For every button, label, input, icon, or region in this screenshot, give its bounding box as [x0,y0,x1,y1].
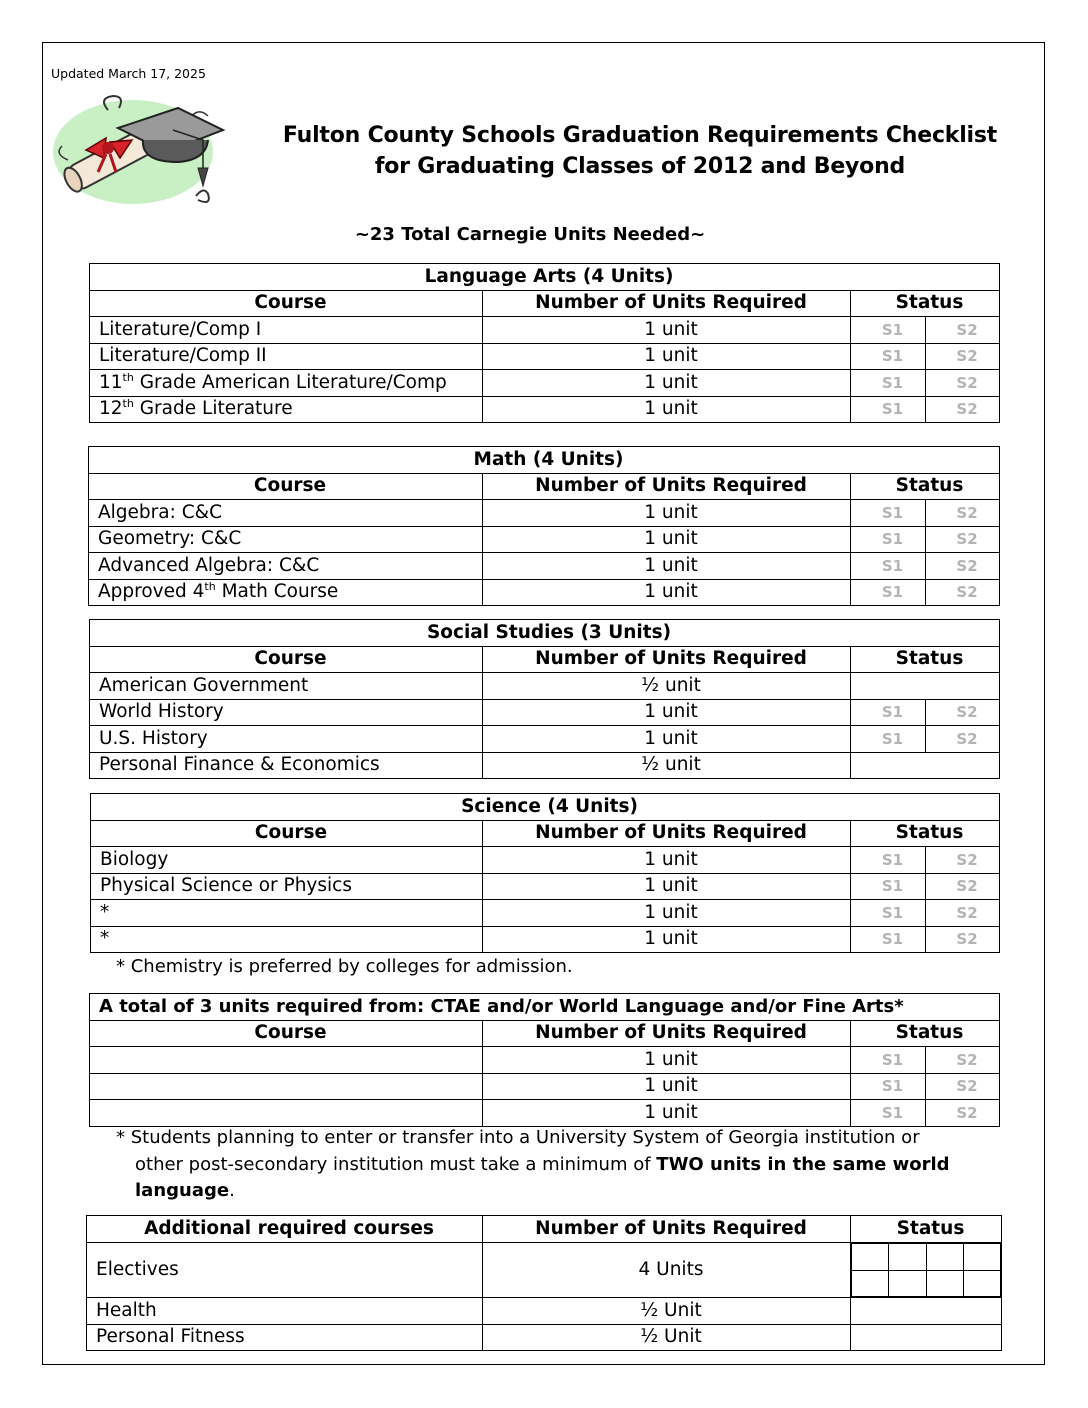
units-cell: 1 unit [483,526,851,553]
course-name: * [91,926,483,953]
title-line-2: for Graduating Classes of 2012 and Beyond [374,154,906,179]
table-row [89,553,1000,580]
course-name[interactable] [90,1047,483,1074]
section-heading: Social Studies (3 Units) [90,620,1000,647]
col-status: Status [851,1216,1002,1243]
units-cell: 1 unit [483,553,851,580]
status-cell[interactable] [851,1324,1002,1351]
col-status: Status [851,1020,1000,1047]
course-name: 12th Grade Literature [90,396,483,423]
units-cell: ½ unit [483,752,851,779]
table-row [90,370,1000,397]
table-row [89,500,1000,527]
units-cell: ½ Unit [483,1324,851,1351]
course-name: American Government [90,673,483,700]
table-row [90,699,1000,726]
course-name: Personal Finance & Economics [90,752,483,779]
status-s1[interactable]: S1 [851,847,926,874]
course-name[interactable] [90,1100,483,1127]
status-s1[interactable]: S1 [851,343,926,370]
social-studies-table [89,619,1000,779]
additional-courses-table [86,1215,1002,1351]
table-row [91,847,1000,874]
col-additional: Additional required courses [87,1216,483,1243]
status-s2[interactable]: S2 [926,726,1000,753]
col-course: Course [89,473,483,500]
math-table [88,446,1000,606]
status-s1[interactable]: S1 [851,553,926,580]
status-s1[interactable]: S1 [851,579,926,606]
col-units: Number of Units Required [483,1020,851,1047]
status-s1[interactable]: S1 [851,726,926,753]
course-name: * [91,900,483,927]
units-cell: ½ unit [483,673,851,700]
course-name: Literature/Comp II [90,343,483,370]
course-name: Biology [91,847,483,874]
language-arts-table [89,263,1000,423]
table-row [90,726,1000,753]
table-row [87,1324,1002,1351]
table-row [90,396,1000,423]
col-status: Status [851,820,1000,847]
science-table [90,793,1000,953]
table-row [90,1047,1000,1074]
status-s2[interactable]: S2 [926,370,1000,397]
table-row [89,526,1000,553]
status-s2[interactable]: S2 [926,396,1000,423]
table-row [90,1073,1000,1100]
table-row [87,1243,1002,1298]
note-line-2: other post-secondary institution must take a minimum of TWO units in the same world [135,1153,950,1175]
col-units: Number of Units Required [483,473,851,500]
units-cell: 1 unit [483,317,851,344]
note-line-3: language. [135,1180,235,1201]
table-row [91,926,1000,953]
course-name: Algebra: C&C [89,500,483,527]
status-cell[interactable] [851,1298,1002,1325]
col-status: Status [851,646,1000,673]
units-cell: 1 unit [483,847,851,874]
status-s2[interactable]: S2 [926,343,1000,370]
status-s1[interactable]: S1 [851,500,926,527]
world-language-note [116,1125,1016,1205]
section-heading: Language Arts (4 Units) [90,264,1000,291]
col-units: Number of Units Required [483,820,851,847]
status-s1[interactable]: S1 [851,1073,926,1100]
table-row [91,873,1000,900]
electives-status-grid[interactable] [851,1243,1002,1298]
col-status: Status [851,290,1000,317]
section-heading: Science (4 Units) [91,794,1000,821]
page-title [250,120,1030,182]
units-cell: 1 unit [483,873,851,900]
status-cell[interactable] [851,673,1000,700]
status-s2[interactable]: S2 [926,873,1000,900]
units-cell: 1 unit [483,343,851,370]
units-cell: ½ Unit [483,1298,851,1325]
ctae-table [89,993,1000,1127]
units-cell: 1 unit [483,1073,851,1100]
table-row [87,1298,1002,1325]
table-row [89,579,1000,606]
units-cell: 4 Units [483,1243,851,1298]
units-cell: 1 unit [483,1100,851,1127]
table-row [90,1100,1000,1127]
col-units: Number of Units Required [483,1216,851,1243]
section-heading: A total of 3 units required from: CTAE and/or World Language and/or Fine Arts* [90,994,1000,1021]
course-name: Physical Science or Physics [91,873,483,900]
col-units: Number of Units Required [483,646,851,673]
course-name: Personal Fitness [87,1324,483,1351]
status-s1[interactable]: S1 [851,370,926,397]
status-s2[interactable]: S2 [926,526,1000,553]
status-s2[interactable]: S2 [926,900,1000,927]
status-s2[interactable]: S2 [926,1073,1000,1100]
status-s2[interactable]: S2 [926,500,1000,527]
status-s2[interactable]: S2 [926,1100,1000,1127]
status-s2[interactable]: S2 [926,699,1000,726]
units-cell: 1 unit [483,699,851,726]
status-s2[interactable]: S2 [926,317,1000,344]
units-cell: 1 unit [483,1047,851,1074]
note-line-1: * Students planning to enter or transfer into a University System of Georgia institution or [116,1127,920,1148]
table-row [90,673,1000,700]
units-cell: 1 unit [483,579,851,606]
status-s1[interactable]: S1 [851,1100,926,1127]
table-row [90,343,1000,370]
status-s1[interactable]: S1 [851,699,926,726]
course-name: Approved 4th Math Course [89,579,483,606]
status-s1[interactable]: S1 [851,1047,926,1074]
course-name: Literature/Comp I [90,317,483,344]
units-cell: 1 unit [483,500,851,527]
total-units-heading: ~23 Total Carnegie Units Needed~ [354,224,706,245]
status-s2[interactable]: S2 [926,579,1000,606]
status-s2[interactable]: S2 [926,553,1000,580]
table-row [91,900,1000,927]
status-s2[interactable]: S2 [926,926,1000,953]
course-name: Advanced Algebra: C&C [89,553,483,580]
units-cell: 1 unit [483,900,851,927]
status-cell[interactable] [851,752,1000,779]
course-name: World History [90,699,483,726]
col-units: Number of Units Required [483,290,851,317]
units-cell: 1 unit [483,396,851,423]
units-cell: 1 unit [483,726,851,753]
status-s1[interactable]: S1 [851,317,926,344]
course-name: Geometry: C&C [89,526,483,553]
units-cell: 1 unit [483,926,851,953]
course-name: Health [87,1298,483,1325]
status-s1[interactable]: S1 [851,900,926,927]
table-row [90,752,1000,779]
graduation-cap-diploma-icon [48,90,238,220]
col-course: Course [90,1020,483,1047]
status-s2[interactable]: S2 [926,1047,1000,1074]
course-name: 11th Grade American Literature/Comp [90,370,483,397]
course-name: Electives [87,1243,483,1298]
science-note: * Chemistry is preferred by colleges for admission. [116,956,573,977]
table-row [90,317,1000,344]
status-s2[interactable]: S2 [926,847,1000,874]
units-cell: 1 unit [483,370,851,397]
status-s1[interactable]: S1 [851,526,926,553]
status-s1[interactable]: S1 [851,873,926,900]
course-name[interactable] [90,1073,483,1100]
status-s1[interactable]: S1 [851,396,926,423]
col-course: Course [91,820,483,847]
updated-date: Updated March 17, 2025 [51,66,206,81]
title-line-1: Fulton County Schools Graduation Requirements Checklist [282,123,998,148]
col-course: Course [90,290,483,317]
col-status: Status [851,473,1000,500]
course-name: U.S. History [90,726,483,753]
col-course: Course [90,646,483,673]
status-s1[interactable]: S1 [851,926,926,953]
section-heading: Math (4 Units) [89,447,1000,474]
